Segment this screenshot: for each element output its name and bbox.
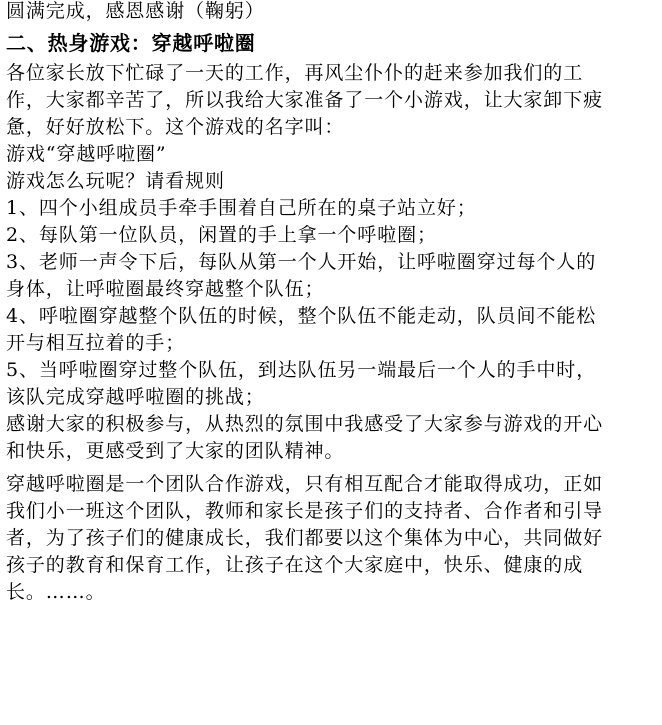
thanks-line: 和快乐，更感受到了大家的团队精神。 (6, 440, 345, 462)
section-heading: 二、热身游戏：穿越呼啦圈 (6, 31, 256, 55)
rule-line: 该队完成穿越呼啦圈的挑战； (6, 386, 265, 408)
closing-line: 长。……。 (6, 581, 106, 603)
thanks-paragraph (6, 411, 656, 465)
rule-line: 开与相互拉着的手； (6, 332, 186, 354)
game-name: 游戏“穿越呼啦圈” (6, 143, 167, 165)
intro-line: 作，大家都辛苦了，所以我给大家准备了一个小游戏，让大家卸下疲 (6, 89, 604, 111)
intro-line: 各位家长放下忙碌了一天的工作，再风尘仆仆的赶来参加我们的工 (6, 62, 584, 84)
rule-line: 身体，让呼啦圈最终穿越整个队伍； (6, 278, 325, 300)
rules-list (6, 195, 656, 411)
closing-line: 者，为了孩子们的健康成长，我们都要以这个集体为中心，共同做好 (6, 527, 604, 549)
intro-paragraph (6, 60, 656, 141)
rule-line: 3、老师一声令下后，每队从第一个人开始，让呼啦圈穿过每个人的 (6, 251, 597, 273)
rule-line: 5、当呼啦圈穿过整个队伍，到达队伍另一端最后一个人的手中时， (6, 359, 597, 381)
closing-line: 穿越呼啦圈是一个团队合作游戏，只有相互配合才能取得成功，正如 (6, 473, 604, 495)
how-to-play: 游戏怎么玩呢？请看规则 (6, 170, 225, 192)
rule-line: 1、四个小组成员手牵手围着自己所在的桌子站立好； (6, 197, 477, 219)
top-line: 圆满完成，感恩感谢（鞠躬） (6, 0, 265, 22)
intro-line: 惫，好好放松下。这个游戏的名字叫： (6, 116, 345, 138)
rule-line: 4、呼啦圈穿越整个队伍的时候，整个队伍不能走动，队员间不能松 (6, 305, 597, 327)
closing-line: 孩子的教育和保育工作，让孩子在这个大家庭中，快乐、健康的成 (6, 554, 584, 576)
rule-line: 2、每队第一位队员，闲置的手上拿一个呼啦圈； (6, 224, 437, 246)
closing-line: 我们小一班这个团队，教师和家长是孩子们的支持者、合作者和引导 (6, 500, 604, 522)
thanks-line: 感谢大家的积极参与，从热烈的氛围中我感受了大家参与游戏的开心 (6, 413, 604, 435)
closing-paragraph (6, 471, 656, 606)
